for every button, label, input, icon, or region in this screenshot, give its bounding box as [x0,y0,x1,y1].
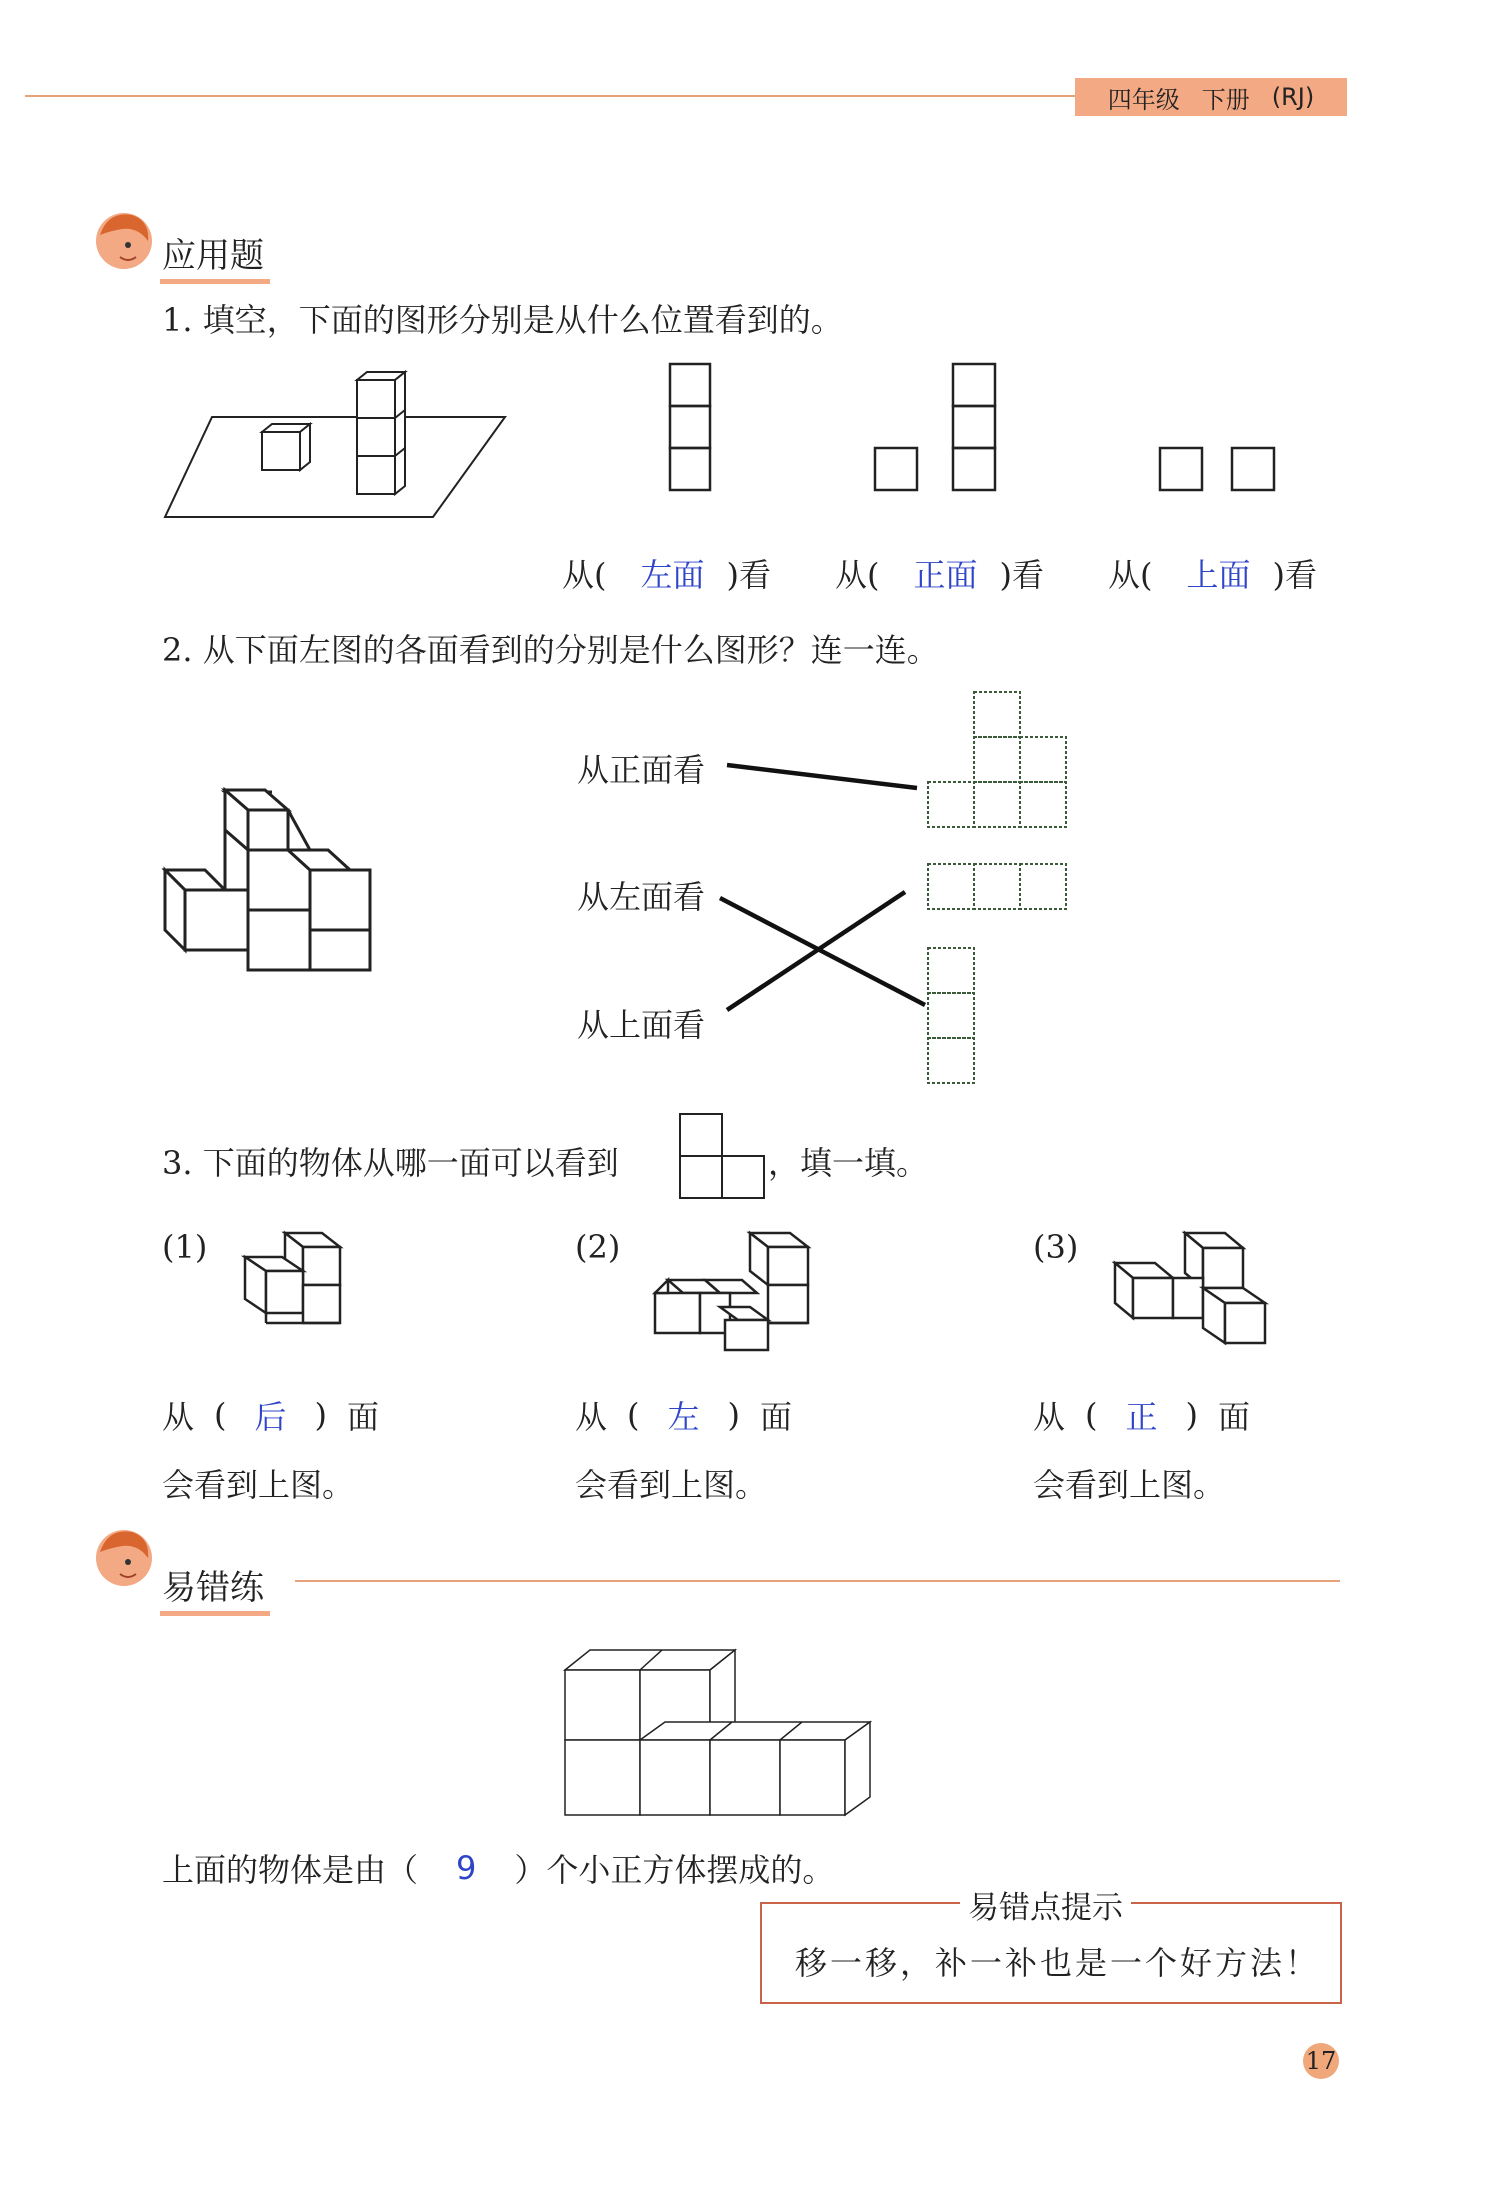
answer-field[interactable]: 正 [1125,1398,1158,1436]
q3-item1-num: (1) [162,1228,208,1266]
q2-view-column-grid [926,946,976,1086]
q3-item1-figure [240,1225,365,1340]
answer-field[interactable]: 左 [667,1398,700,1436]
answer-field[interactable]: 9 [456,1849,477,1887]
header-volume: 下册 [1201,85,1250,114]
q3-item3-figure [1110,1228,1285,1363]
q3-item2-answer: 从 ( 左 ) 面 [575,1392,792,1438]
answer-field[interactable]: 上面 [1186,556,1251,594]
q3-item3-num: (3) [1033,1228,1079,1266]
mascot-icon [88,1522,158,1592]
q2-label-top: 从上面看 [577,1006,706,1044]
q1-text: 1. 填空，下面的图形分别是从什么位置看到的。 [162,301,843,339]
answer-field[interactable]: 左面 [640,556,705,594]
q1-answer-2: 从( 正面 )看 [835,550,1044,596]
page-number: 17 [1303,2043,1339,2079]
q2-label-front: 从正面看 [577,751,706,789]
q4-3d-figure [560,1630,880,1830]
answer-field[interactable]: 正面 [913,556,978,594]
section-title-error-prone: 易错练 [160,1560,270,1616]
header-grade: 四年级 [1107,85,1180,114]
q2-view-front-grid [926,690,1068,830]
q3-item2-num: (2) [575,1228,621,1266]
q3-item1-line2: 会看到上图。 [162,1466,355,1504]
q3-text-before: 3. 下面的物体从哪一面可以看到 [162,1144,619,1182]
q3-item2-line2: 会看到上图。 [575,1466,768,1504]
q3-item3-line2: 会看到上图。 [1033,1466,1226,1504]
q3-text-after: ，填一填。 [768,1144,929,1182]
q3-item3-answer: 从 ( 正 ) 面 [1033,1392,1250,1438]
tip-title: 易错点提示 [960,1882,1131,1927]
q2-view-row-grid [926,862,1068,912]
q2-text: 2. 从下面左图的各面看到的分别是什么图形？连一连。 [162,631,939,669]
q4-answer: 上面的物体是由（ 9 ）个小正方体摆成的。 [162,1849,835,1889]
q1-answer-3: 从( 上面 )看 [1108,550,1317,596]
q3-target-shape [678,1112,766,1200]
q3-item1-answer: 从 ( 后 ) 面 [162,1392,379,1438]
header-edition: (RJ) [1271,83,1315,111]
q1-answer-1: 从( 左面 )看 [562,550,771,596]
q3-item2-figure [650,1225,825,1350]
tip-text: 移一移，补一补也是一个好方法！ [795,1944,1321,1982]
q2-label-left: 从左面看 [577,878,706,916]
section-title-application: 应用题 [160,228,270,284]
section-rule [295,1580,1340,1582]
answer-field[interactable]: 后 [254,1398,287,1436]
